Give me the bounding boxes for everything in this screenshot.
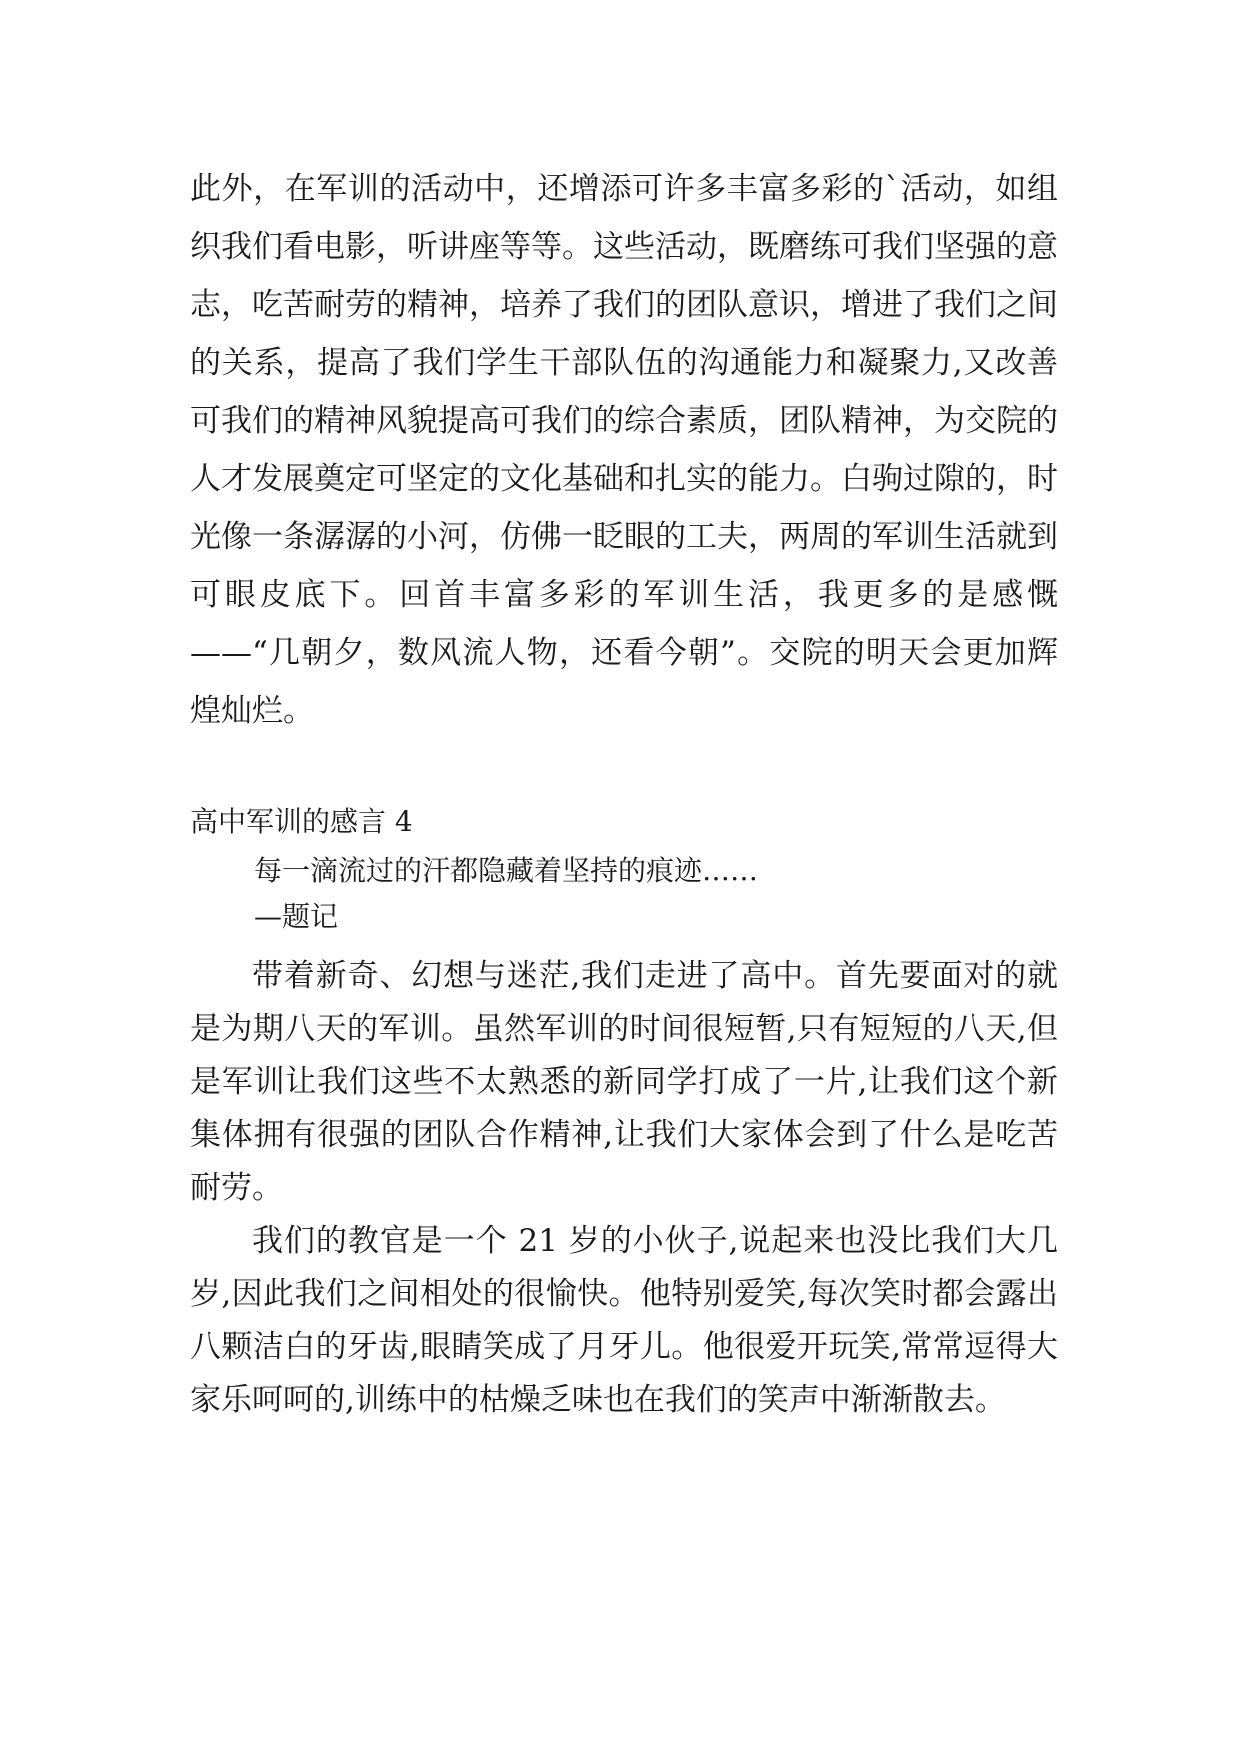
- epigraph: 每一滴流过的汗都隐藏着坚持的痕迹……: [254, 854, 759, 887]
- intro-paragraph: 此外，在军训的活动中，还增添可许多丰富多彩的`活动，如组织我们看电影，听讲座等等。这些活动，既磨练可我们坚强的意志，吃苦耐劳的精神，培养了我们的团队意识，增进了我们之间的关系，提高了我们学生干部队伍的沟通能力和凝聚力,又改善可我们的精神风貌提高可我们的综合素质，团队精神，为交院的人才发展奠定可坚定的文化基础和扎实的能力。白驹过隙的，时光像一条潺潺的小河，仿佛一眨眼的工夫，两周的军训生活就到可眼皮底下。回首丰富多彩的军训生活，我更多的是感慨——“几朝夕，数风流人物，还看今朝”。交院的明天会更加辉煌灿烂。: [190, 171, 1058, 729]
- section-title: 高中军训的感言 4: [190, 805, 413, 838]
- epigraph-attribution: —题记: [254, 900, 339, 933]
- body-paragraph: 我们的教官是一个 21 岁的小伙子,说起来也没比我们大几岁,因此我们之间相处的很愉快。他特别爱笑,每次笑时都会露出八颗洁白的牙齿,眼睛笑成了月牙儿。他很爱开玩笑,常常逗得大家乐呵呵的,训练中的枯燥乏味也在我们的笑声中渐渐散去。: [190, 1223, 1058, 1418]
- body-paragraph: 带着新奇、幻想与迷茫,我们走进了高中。首先要面对的就是为期八天的军训。虽然军训的时间很短暂,只有短短的八天,但是军训让我们这些不太熟悉的新同学打成了一片,让我们这个新集体拥有很强的团队合作精神,让我们大家体会到了什么是吃苦耐劳。: [190, 958, 1058, 1206]
- document-page: [190, 160, 1058, 1427]
